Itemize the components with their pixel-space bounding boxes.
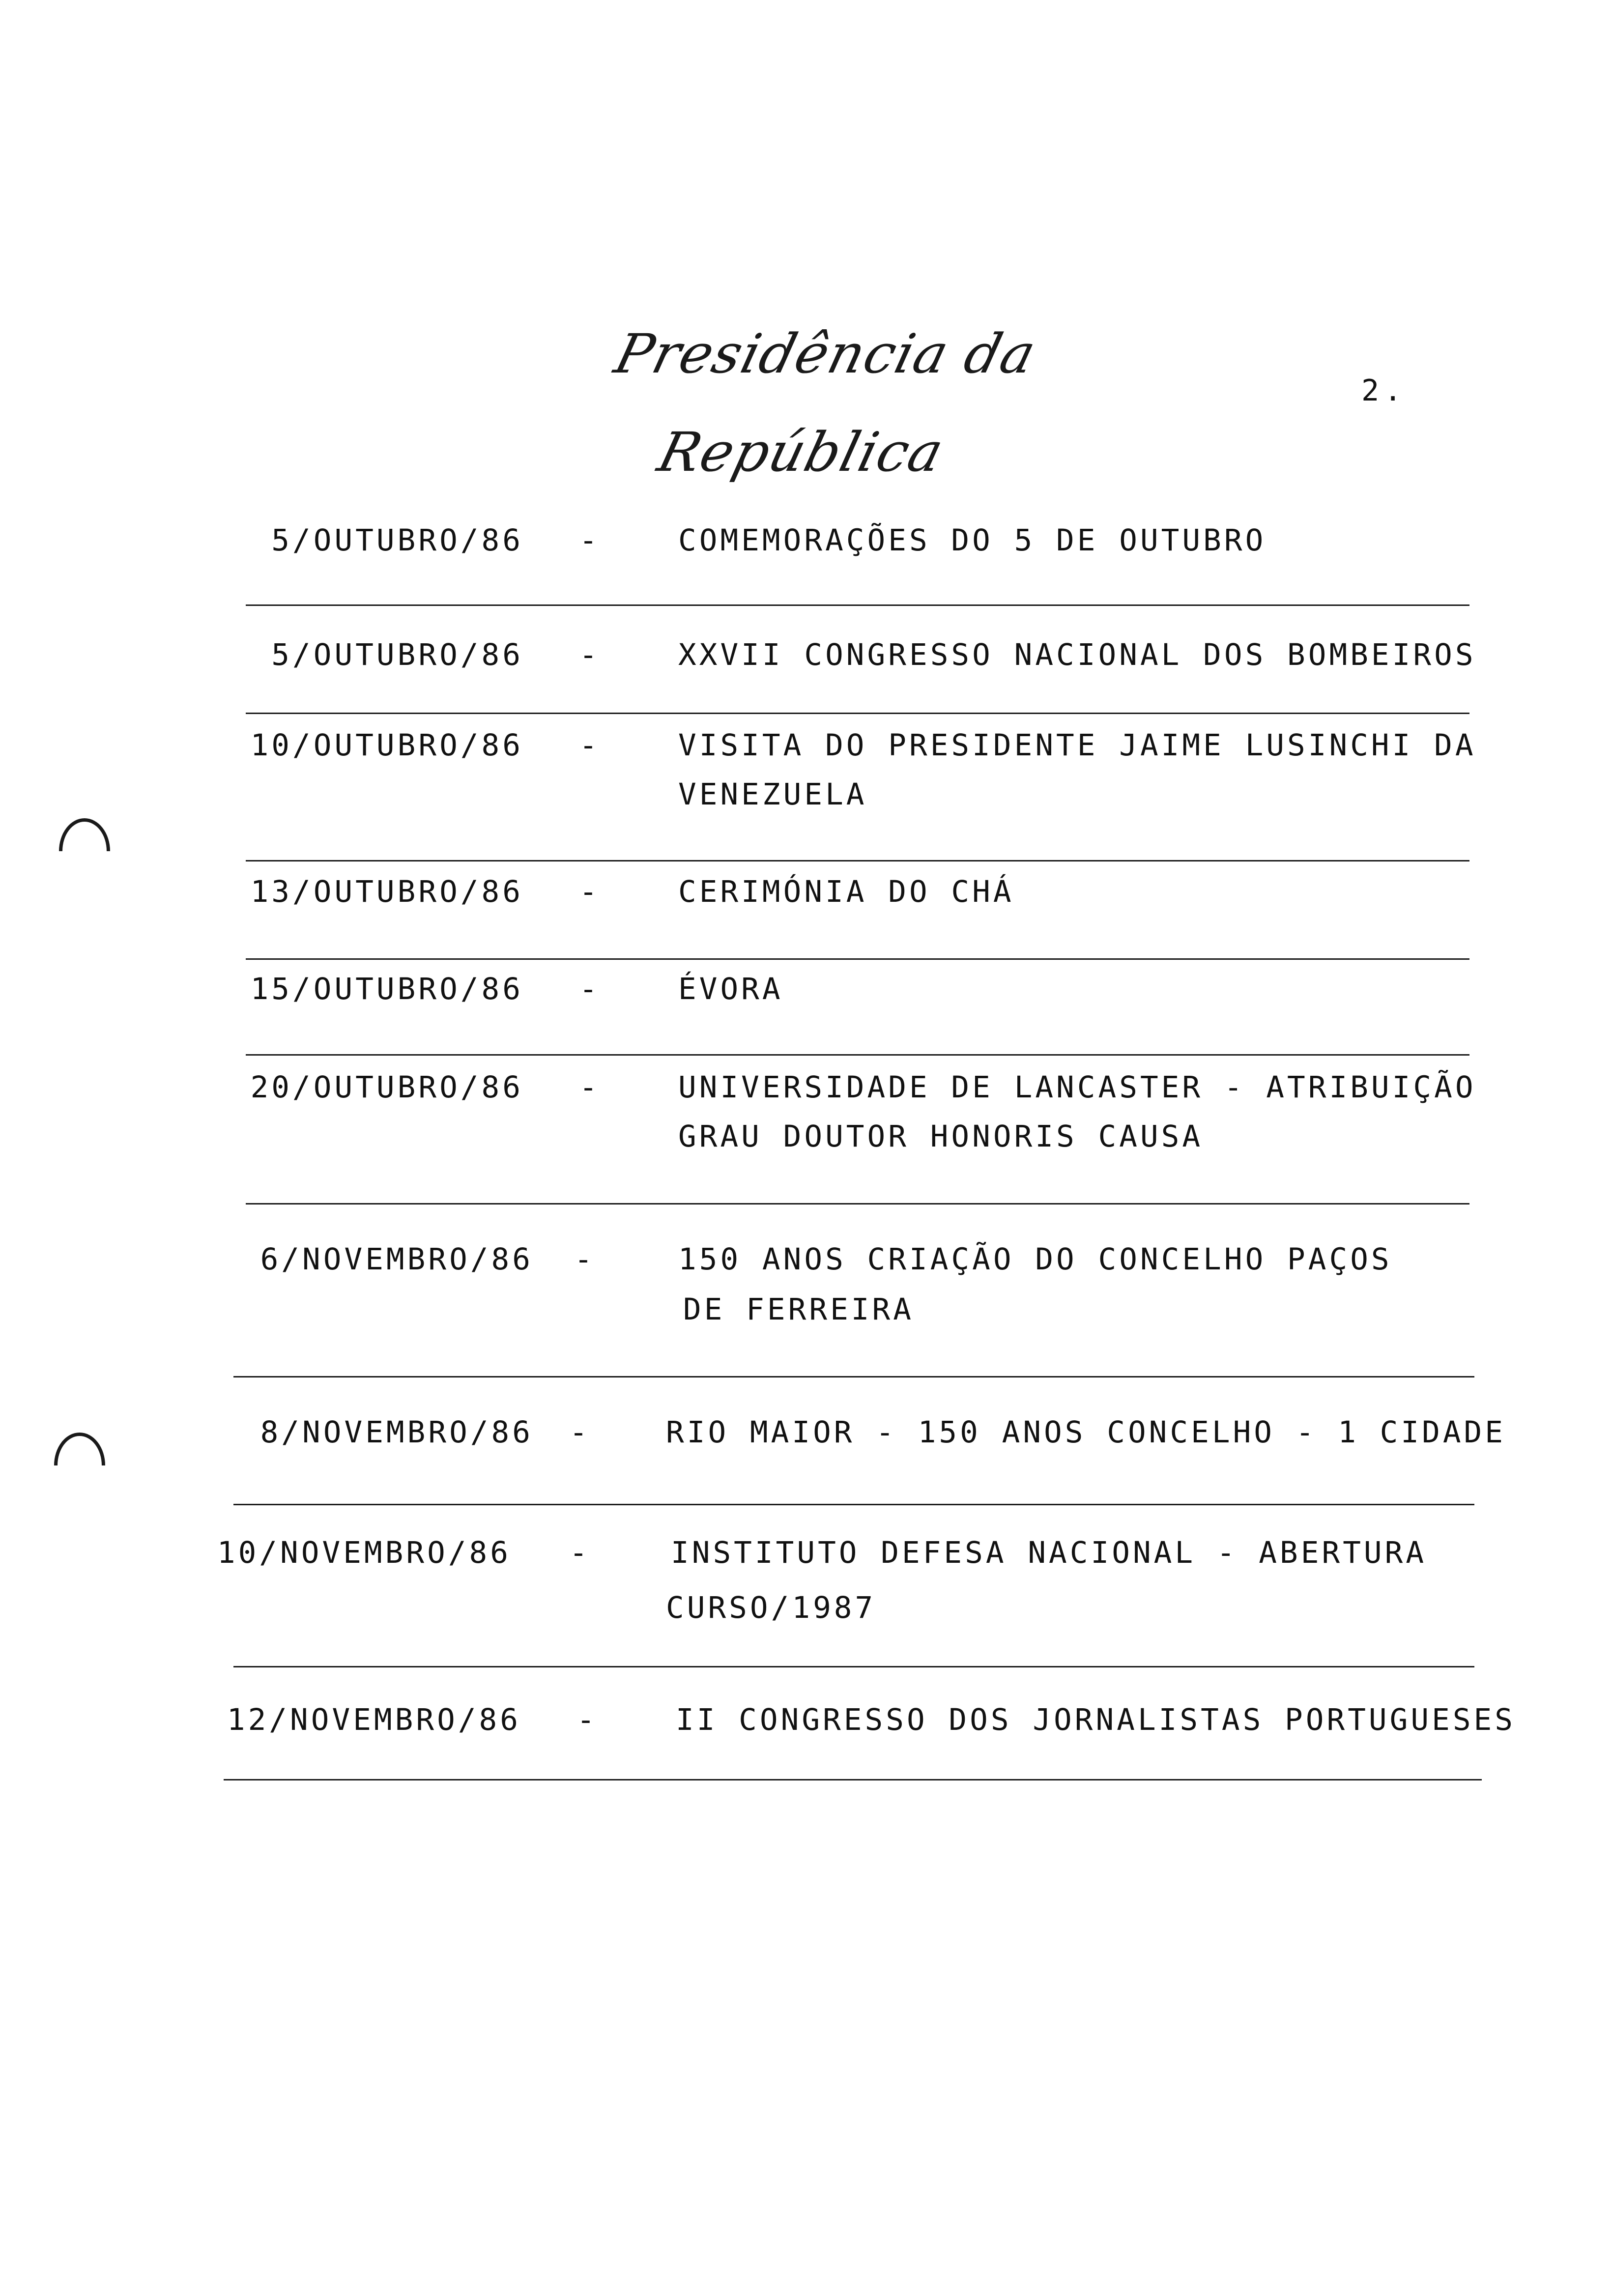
punch-hole-mark: [59, 818, 110, 851]
entry-separator: -: [579, 637, 601, 672]
entry-date: 10/OUTUBRO/86: [250, 728, 523, 763]
page-number: 2.: [1361, 373, 1407, 408]
entry-event: VISITA DO PRESIDENTE JAIME LUSINCHI DA: [678, 728, 1476, 763]
entry-date: 15/OUTUBRO/86: [250, 972, 523, 1006]
row-divider: [246, 1054, 1469, 1056]
entry-separator: -: [569, 1535, 591, 1570]
row-divider: [246, 713, 1469, 714]
entry-event: UNIVERSIDADE DE LANCASTER - ATRIBUIÇÃO: [678, 1070, 1476, 1105]
entry-event: COMEMORAÇÕES DO 5 DE OUTUBRO: [678, 523, 1267, 558]
entry-event: ÉVORA: [678, 972, 783, 1006]
entry-date: 5/OUTUBRO/86: [271, 523, 523, 558]
entry-date: 6/NOVEMBRO/86: [260, 1242, 533, 1277]
entry-date: 13/OUTUBRO/86: [250, 874, 523, 909]
entry-event: CERIMÓNIA DO CHÁ: [678, 874, 1014, 909]
entry-date: 10/NOVEMBRO/86: [217, 1535, 511, 1570]
row-divider: [233, 1376, 1474, 1378]
entry-date: 8/NOVEMBRO/86: [260, 1415, 533, 1450]
entry-separator: -: [576, 1702, 598, 1737]
entry-event-continued: VENEZUELA: [678, 777, 867, 812]
row-divider: [246, 958, 1469, 960]
entry-separator: -: [579, 1070, 601, 1105]
entry-event: II CONGRESSO DOS JORNALISTAS PORTUGUESES: [676, 1702, 1516, 1737]
entry-date: 5/OUTUBRO/86: [271, 637, 523, 672]
entry-event-continued: CURSO/1987: [666, 1590, 876, 1625]
entry-separator: -: [579, 972, 601, 1006]
row-divider: [246, 604, 1469, 606]
entry-event-continued: DE FERREIRA: [683, 1292, 914, 1327]
letterhead-title: Presidência da República: [608, 322, 1043, 484]
entry-separator: -: [579, 874, 601, 909]
entry-separator: -: [579, 523, 601, 558]
row-divider: [246, 1203, 1469, 1205]
entry-separator: -: [569, 1415, 591, 1450]
entry-separator: -: [579, 728, 601, 763]
entry-event: RIO MAIOR - 150 ANOS CONCELHO - 1 CIDADE: [666, 1415, 1506, 1450]
row-divider: [224, 1779, 1482, 1780]
entry-separator: -: [574, 1242, 596, 1277]
entry-event: 150 ANOS CRIAÇÃO DO CONCELHO PAÇOS: [678, 1242, 1392, 1277]
entry-date: 20/OUTUBRO/86: [250, 1070, 523, 1105]
entry-event-continued: GRAU DOUTOR HONORIS CAUSA: [678, 1119, 1204, 1154]
entry-date: 12/NOVEMBRO/86: [227, 1702, 521, 1737]
punch-hole-mark: [54, 1433, 105, 1465]
row-divider: [246, 860, 1469, 861]
entry-event: INSTITUTO DEFESA NACIONAL - ABERTURA: [671, 1535, 1427, 1570]
row-divider: [233, 1666, 1474, 1667]
row-divider: [233, 1504, 1474, 1505]
entry-event: XXVII CONGRESSO NACIONAL DOS BOMBEIROS: [678, 637, 1476, 672]
